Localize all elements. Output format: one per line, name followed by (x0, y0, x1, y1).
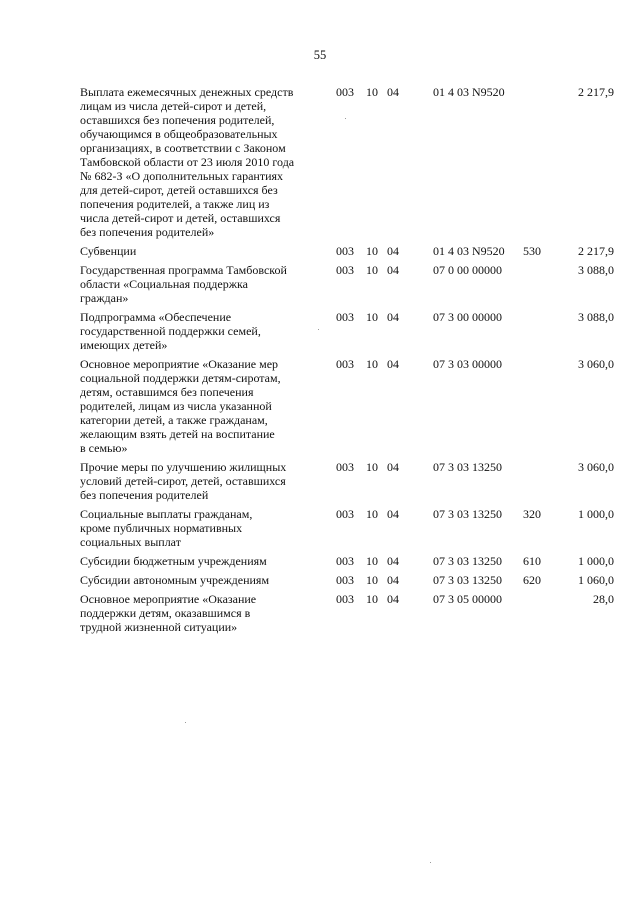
page-number: 55 (313, 48, 327, 62)
row-section-code: 10 (366, 263, 378, 277)
row-name-line: социальной поддержки детям-сиротам, (80, 371, 281, 385)
row-name-line: числа детей-сирот и детей, оставшихся (80, 211, 281, 225)
row-name-line: Основное мероприятие «Оказание (80, 592, 257, 606)
row-ministry-code: 003 (336, 263, 354, 277)
scan-speck (345, 118, 346, 119)
row-name-line: Выплата ежемесячных денежных средств (80, 85, 294, 99)
row-name-cell (80, 507, 336, 554)
row-amount: 1 060,0 (578, 573, 614, 587)
table-row (80, 592, 614, 639)
row-expense-type-code (523, 85, 564, 244)
row-name-line: попечения родителей, а также лиц из (80, 197, 270, 211)
row-expense-type-code (523, 263, 564, 310)
row-amount: 1 000,0 (578, 507, 614, 521)
row-subsection-code: 04 (387, 357, 399, 371)
row-name-line: № 682-З «О дополнительных гарантиях (80, 169, 284, 183)
row-name-line: граждан» (80, 291, 129, 305)
row-amount: 1 000,0 (578, 554, 614, 568)
table-row (80, 263, 614, 310)
row-target-article-code: 07 3 03 13250 (433, 554, 502, 568)
row-subsection-code: 04 (387, 460, 399, 474)
row-section-code: 10 (366, 85, 378, 99)
row-expense-type-code (523, 460, 564, 507)
row-name-line: Подпрограмма «Обеспечение (80, 310, 232, 324)
scan-speck (318, 329, 319, 330)
table-row (80, 357, 614, 460)
row-name-line: Основное мероприятие «Оказание мер (80, 357, 279, 371)
row-subsection-code: 04 (387, 592, 399, 606)
scan-speck (430, 862, 431, 863)
row-ministry-code: 003 (336, 573, 354, 587)
row-name-line: желающим взять детей на воспитание (80, 427, 275, 441)
row-expense-type-code (523, 310, 564, 357)
row-name-cell (80, 357, 336, 460)
row-name-line: имеющих детей» (80, 338, 168, 352)
row-section-code: 10 (366, 357, 378, 371)
row-name-line: поддержки детям, оказавшимся в (80, 606, 251, 620)
row-expense-type-code (523, 592, 564, 639)
row-name-line: социальных выплат (80, 535, 181, 549)
row-section-code: 10 (366, 310, 378, 324)
row-name-line: без попечения родителей (80, 488, 209, 502)
row-subsection-code: 04 (387, 263, 399, 277)
row-target-article-code: 01 4 03 N9520 (433, 244, 505, 258)
budget-table-body (80, 85, 614, 639)
row-name-cell (80, 554, 336, 573)
row-ministry-code: 003 (336, 507, 354, 521)
row-target-article-code: 07 3 03 13250 (433, 507, 502, 521)
table-row (80, 573, 614, 592)
row-subsection-code: 04 (387, 554, 399, 568)
row-amount: 3 088,0 (578, 263, 614, 277)
row-section-code: 10 (366, 573, 378, 587)
row-subsection-code: 04 (387, 85, 399, 99)
row-ministry-code: 003 (336, 244, 354, 258)
row-expense-type-code (523, 357, 564, 460)
row-name-line: лицам из числа детей-сирот и детей, (80, 99, 267, 113)
row-ministry-code: 003 (336, 357, 354, 371)
row-target-article-code: 07 3 03 13250 (433, 460, 502, 474)
row-expense-type-code: 320 (523, 507, 541, 521)
row-name-cell (80, 460, 336, 507)
row-ministry-code: 003 (336, 460, 354, 474)
row-name-line: для детей-сирот, детей оставшихся без (80, 183, 278, 197)
row-amount: 28,0 (593, 592, 614, 606)
row-name-line: Тамбовской области от 23 июля 2010 года (80, 155, 295, 169)
row-expense-type-code: 610 (523, 554, 541, 568)
row-name-line: в семью» (80, 441, 128, 455)
row-target-article-code: 01 4 03 N9520 (433, 85, 505, 99)
row-target-article-code: 07 3 00 00000 (433, 310, 502, 324)
row-section-code: 10 (366, 244, 378, 258)
row-name-line: области «Социальная поддержка (80, 277, 248, 291)
row-amount: 2 217,9 (578, 85, 614, 99)
table-row (80, 310, 614, 357)
row-ministry-code: 003 (336, 85, 354, 99)
row-target-article-code: 07 3 05 00000 (433, 592, 502, 606)
row-name-line: обучающимся в общеобразовательных (80, 127, 278, 141)
row-name-line: без попечения родителей» (80, 225, 215, 239)
row-name-line: кроме публичных нормативных (80, 521, 243, 535)
row-subsection-code: 04 (387, 244, 399, 258)
row-section-code: 10 (366, 507, 378, 521)
row-section-code: 10 (366, 554, 378, 568)
row-target-article-code: 07 3 03 13250 (433, 573, 502, 587)
row-name-cell (80, 85, 336, 244)
row-name-line: условий детей-сирот, детей, оставшихся (80, 474, 286, 488)
row-name-line: Социальные выплаты гражданам, (80, 507, 253, 521)
row-name-line: трудной жизненной ситуации» (80, 620, 238, 634)
row-subsection-code: 04 (387, 507, 399, 521)
row-name-cell (80, 244, 336, 263)
row-name-line: организациях, в соответствии с Законом (80, 141, 286, 155)
row-expense-type-code: 620 (523, 573, 541, 587)
row-section-code: 10 (366, 460, 378, 474)
row-name-cell (80, 573, 336, 592)
row-amount: 3 088,0 (578, 310, 614, 324)
row-name-line: категории детей, а также гражданам, (80, 413, 268, 427)
row-amount: 3 060,0 (578, 460, 614, 474)
row-amount: 3 060,0 (578, 357, 614, 371)
row-subsection-code: 04 (387, 573, 399, 587)
budget-table (80, 85, 614, 639)
row-name-line: Субсидии бюджетным учреждениям (80, 554, 267, 568)
row-name-line: Прочие меры по улучшению жилищных (80, 460, 287, 474)
table-row (80, 507, 614, 554)
row-ministry-code: 003 (336, 592, 354, 606)
row-name-line: родителей, лицам из числа указанной (80, 399, 272, 413)
row-section-code: 10 (366, 592, 378, 606)
row-name-cell (80, 592, 336, 639)
row-ministry-code: 003 (336, 310, 354, 324)
row-amount: 2 217,9 (578, 244, 614, 258)
row-name-line: оставшихся без попечения родителей, (80, 113, 275, 127)
scan-speck (185, 722, 186, 723)
row-ministry-code: 003 (336, 554, 354, 568)
table-row (80, 85, 614, 244)
table-row (80, 244, 614, 263)
row-name-line: Государственная программа Тамбовской (80, 263, 287, 277)
row-target-article-code: 07 3 03 00000 (433, 357, 502, 371)
table-row (80, 460, 614, 507)
table-row (80, 554, 614, 573)
row-name-line: детям, оставшимся без попечения (80, 385, 254, 399)
row-name-cell (80, 310, 336, 357)
row-name-line: государственной поддержки семей, (80, 324, 261, 338)
row-target-article-code: 07 0 00 00000 (433, 263, 502, 277)
row-name-line: Субсидии автономным учреждениям (80, 573, 270, 587)
row-name-cell (80, 263, 336, 310)
row-name-line: Субвенции (80, 244, 137, 258)
row-subsection-code: 04 (387, 310, 399, 324)
row-expense-type-code: 530 (523, 244, 541, 258)
